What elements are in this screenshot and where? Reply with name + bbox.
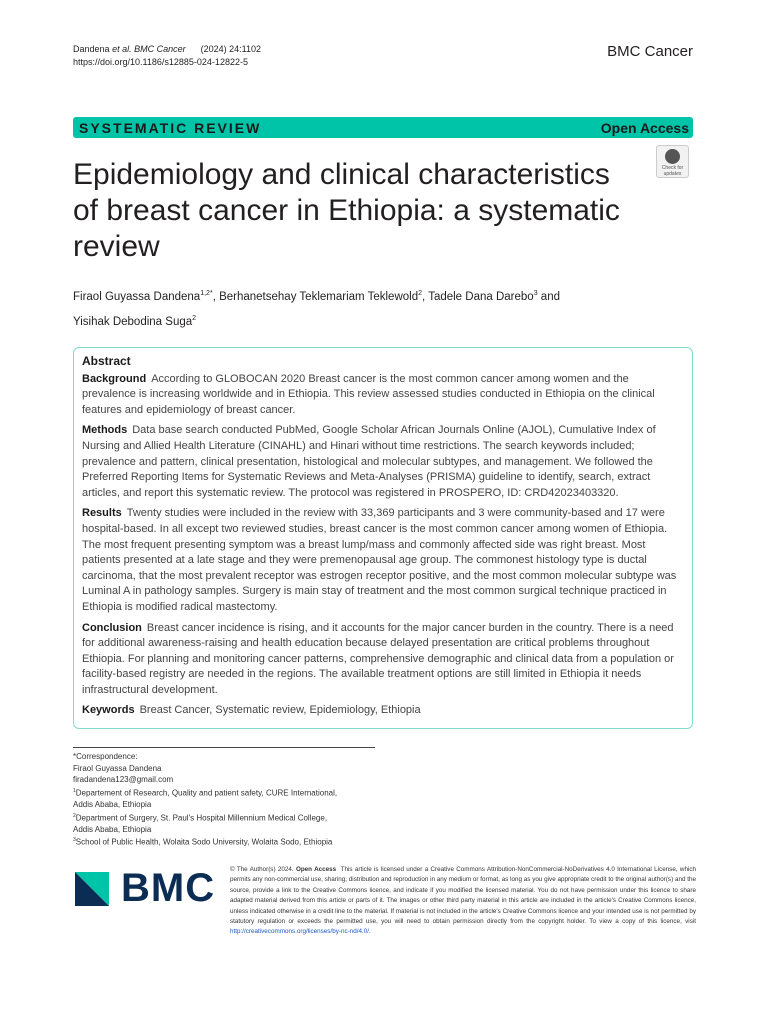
abstract-background: Background According to GLOBOCAN 2020 Breast cancer is the most common cancer among women and the prevalence is increasing worldwide and in Ethiopia. This review assessed studies conducted in Ethiopia on the clinical features and epidemiology of breast cancer. [82,372,655,416]
author: Berhanetsehay Teklemariam Teklewold$^2$ [219,290,422,303]
article-title: Epidemiology and clinical characteristics of breast cancer in Ethiopia: a systematic review [73,158,620,263]
author-conjunction: and [540,290,560,303]
author: Yisihak Debodina Suga$^2$ [73,314,197,328]
running-header [73,43,261,69]
bmc-logo [75,866,215,911]
author-list: Firaol Guyassa Dandena$^{1,2*}$, Berhanetsehay Teklemariam Teklewold$^2$, Tadele Dana Darebo$^3$ and Yisihak Debodina Suga$^2$ [73,290,560,328]
footnotes [73,751,337,849]
footnote-divider [73,747,375,748]
affiliation: $^3$School of Public Health, Wolaita Sodo University, Wolaita Sodo, Ethiopia [73,837,333,848]
affiliation: $^2$Department of Surgery, St. Paul's Hospital Millennium Medical College, Addis Ababa, Ethiopia [73,812,328,834]
correspondence-label: *Correspondence: [73,752,138,761]
article-type: SYSTEMATIC REVIEW [79,119,262,136]
article-type-banner [73,117,693,138]
check-for-updates-label: Check for updates [661,165,684,177]
bmc-logo-text: BMC [121,866,216,910]
author: Tadele Dana Darebo$^3$ [428,290,538,303]
abstract-methods: Methods Data base search conducted PubMed, Google Scholar African Journals Online (AJOL), Cumulative Index of Nursing and Allied Health Literature (CINAHL) and Hinari without time restrictions. The search keywords included; prevalence and pattern, clinical presentation, histological and molecular subtypes, and management. We followed the Preferred Reporting Items for Systematic Reviews and Meta-Analyses (PRISMA) guideline to identify, search, extract articles, and report this systematic review. The protocol was registered in PROSPERO, ID: CRD42023403320. [82,424,656,499]
check-for-updates-icon[interactable] [656,145,689,178]
doi-link[interactable]: https://doi.org/10.1186/s12885-024-12822-5 [73,57,248,67]
header-journal-italic: et al. BMC Cancer [112,44,186,54]
abstract-results: Results Twenty studies were included in the review with 33,369 participants and 3 were community-based and 17 were hospital-based. In all except two reviewed studies, breast cancer is the most common cancer among women of Ethiopia. The most frequent presenting symptom was a breast lump/mass and commonly affected side was right breast. Most patients presented at a late stage and they were premenopausal age group. The commonest histology type is ductal carcinoma, that the most prevalent receptor was estrogen receptor positive, and the most common molecular subtype was Luminal A in pathology samples. Surgery is main stay of treatment and the most common surgical technique practiced in Ethiopia is modified radical mastectomy. [82,507,677,613]
correspondence-name: Firaol Guyassa Dandena [73,763,162,773]
abstract-conclusion: Conclusion Breast cancer incidence is rising, and it accounts for the major cancer burden in the country. There is a need for additional awareness-raising and health education because delayed presentation are critical problems throughout Ethiopia. For planning and monitoring cancer patterns, comprehensive demographic and clinical data from a population or facility-based registry are needed in the regions. The available treatment options are still limited in Ethiopia it needs infrastructural development. [82,621,674,696]
open-access-label: Open Access [600,119,689,136]
journal-name: BMC Cancer [607,43,693,60]
bmc-logo-icon [75,872,109,906]
license-text: © The Author(s) 2024. Open Access This article is licensed under a Creative Commons Attribution-NonCommercial-NoDerivatives 4.0 International License, which permits any non-commercial use, sharing, distribution and reproduction in any medium or format, as long as you give appropriate credit to the original author(s) and the source, provide a link to the Creative Commons licence, and indicate if you modified the licensed material. You do not have permission under this licence to share adapted material derived from this article or parts of it. The images or other third party material in this article are included in the article's Creative Commons licence, unless indicated otherwise in a credit line to the material. If material is not included in the article's Creative Commons licence and your intended use is not permitted by statutory regulation or exceeds the permitted use, you will need to obtain permission directly from the copyright holder. To view a copy of this licence, visit http://creativecommons.org/licenses/by-nc-nd/4.0/. [230,866,697,936]
affiliation: $^1$Departement of Research, Quality and patient safety, CURE International, Addis Ababa, Ethiopia [73,787,338,810]
license-link[interactable]: http://creativecommons.org/licenses/by-nc-nd/4.0/ [230,928,369,936]
header-author: Dandena [73,44,110,54]
correspondence-email[interactable]: firadandena123@gmail.com [73,775,174,785]
abstract-box [73,347,693,729]
abstract-heading: Abstract [82,354,131,368]
author: Firaol Guyassa Dandena$^{1,2*}$ [73,290,213,303]
abstract-keywords: Keywords Breast Cancer, Systematic review, Epidemiology, Ethiopia [82,704,421,717]
header-citation: (2024) 24:1102 [200,44,261,54]
